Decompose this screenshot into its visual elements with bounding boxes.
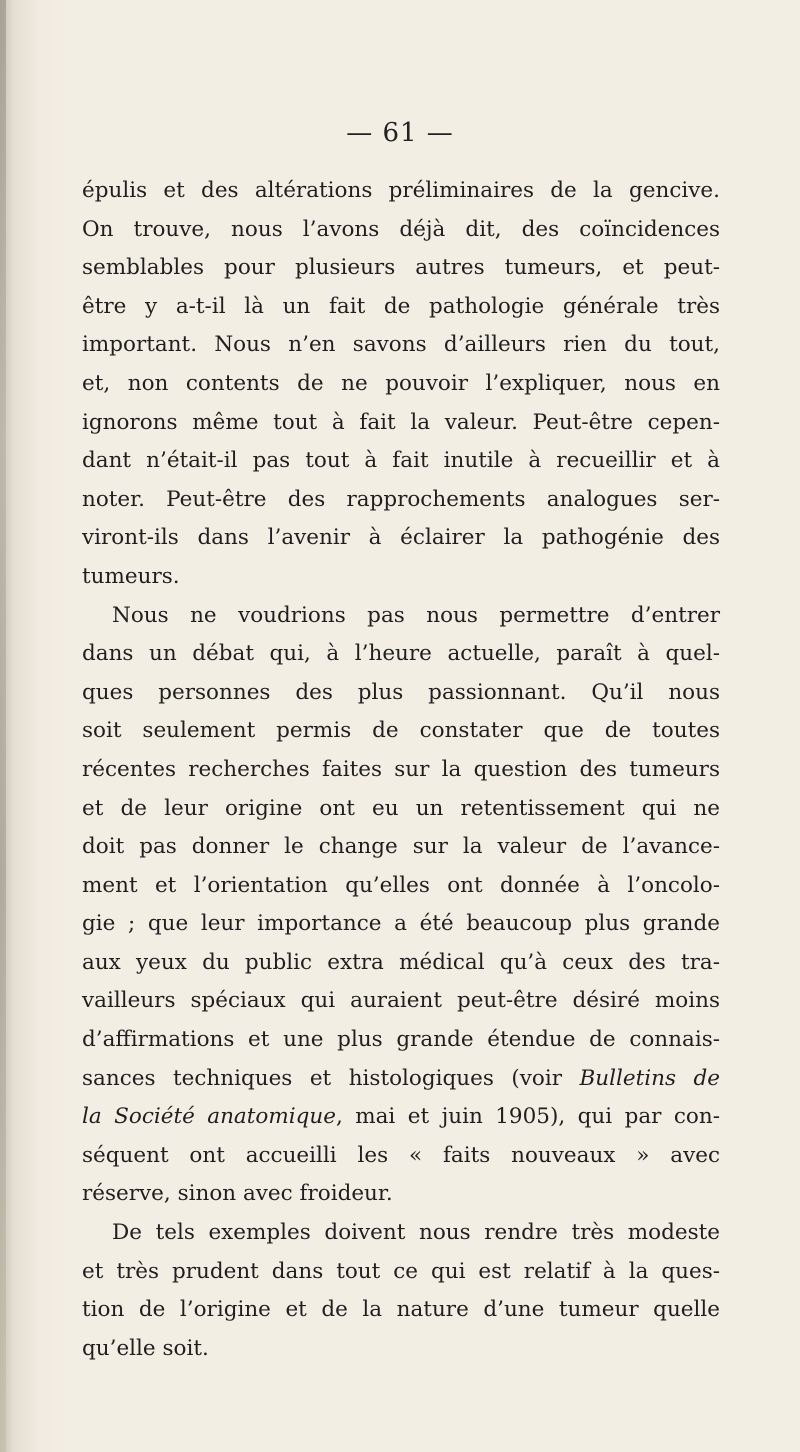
text-line: ignorons même tout à fait la valeur. Peut-être cepen-	[82, 409, 720, 435]
text-line: et de leur origine ont eu un retentissement qui ne	[82, 795, 720, 821]
text-line: être y a-t-il là un fait de pathologie générale très	[82, 293, 720, 319]
text-line: d’affirmations et une plus grande étendue de connais-	[82, 1027, 720, 1053]
text-line: tumeurs.	[82, 563, 180, 589]
text-line: et très prudent dans tout ce qui est relatif à la ques-	[82, 1258, 720, 1284]
italic-title: Bulletins de	[579, 1065, 720, 1091]
text-line: Nous ne voudrions pas nous permettre d’entrer	[112, 602, 720, 628]
text-line: tion de l’origine et de la nature d’une tumeur quelle	[82, 1297, 720, 1323]
text-span: sances techniques et histologiques (voir	[82, 1065, 580, 1091]
text-line: récentes recherches faites sur la question des tumeurs	[82, 756, 720, 782]
text-line: semblables pour plusieurs autres tumeurs, et peut-	[82, 255, 720, 281]
text-line: aux yeux du public extra médical qu’à ceux des tra-	[82, 949, 720, 975]
text-line: De tels exemples doivent nous rendre très modeste	[112, 1220, 720, 1246]
text-line: On trouve, nous l’avons déjà dit, des coïncidences	[82, 216, 720, 242]
text-line	[82, 1098, 720, 1137]
text-line: qu’elle soit.	[82, 1335, 209, 1361]
text-line: séquent ont accueilli les « faits nouveaux » avec	[82, 1142, 720, 1168]
italic-title: la Société anatomique	[82, 1104, 336, 1130]
body-text	[82, 172, 720, 1368]
text-line: et, non contents de ne pouvoir l’expliquer, nous en	[82, 370, 720, 396]
text-line: noter. Peut-être des rapprochements analogues ser-	[82, 486, 720, 512]
text-line: ment et l’orientation qu’elles ont donnée à l’oncolo-	[82, 872, 720, 898]
text-line: important. Nous n’en savons d’ailleurs rien du tout,	[82, 332, 720, 358]
text-line: épulis et des altérations préliminaires de la gencive.	[82, 178, 720, 203]
text-span: , mai et juin 1905), qui par con-	[335, 1104, 720, 1130]
text-line: dant n’était-il pas tout à fait inutile à recueillir et à	[82, 448, 720, 474]
page-number: — 61 —	[346, 118, 454, 148]
text-line: doit pas donner le change sur la valeur de l’avance-	[82, 834, 720, 860]
text-line: vailleurs spéciaux qui auraient peut-être désiré moins	[82, 988, 720, 1014]
text-line: gie ; que leur importance a été beaucoup plus grande	[82, 911, 720, 937]
text-line: viront-ils dans l’avenir à éclairer la pathogénie des	[82, 525, 720, 551]
text-line	[82, 1060, 720, 1099]
text-line: soit seulement permis de constater que de toutes	[82, 718, 720, 744]
text-line: ques personnes des plus passionnant. Qu’il nous	[82, 679, 720, 705]
text-line: dans un débat qui, à l’heure actuelle, paraît à quel-	[82, 641, 720, 667]
text-line: réserve, sinon avec froideur.	[82, 1181, 393, 1207]
page-left-edge-shadow	[0, 0, 6, 1452]
